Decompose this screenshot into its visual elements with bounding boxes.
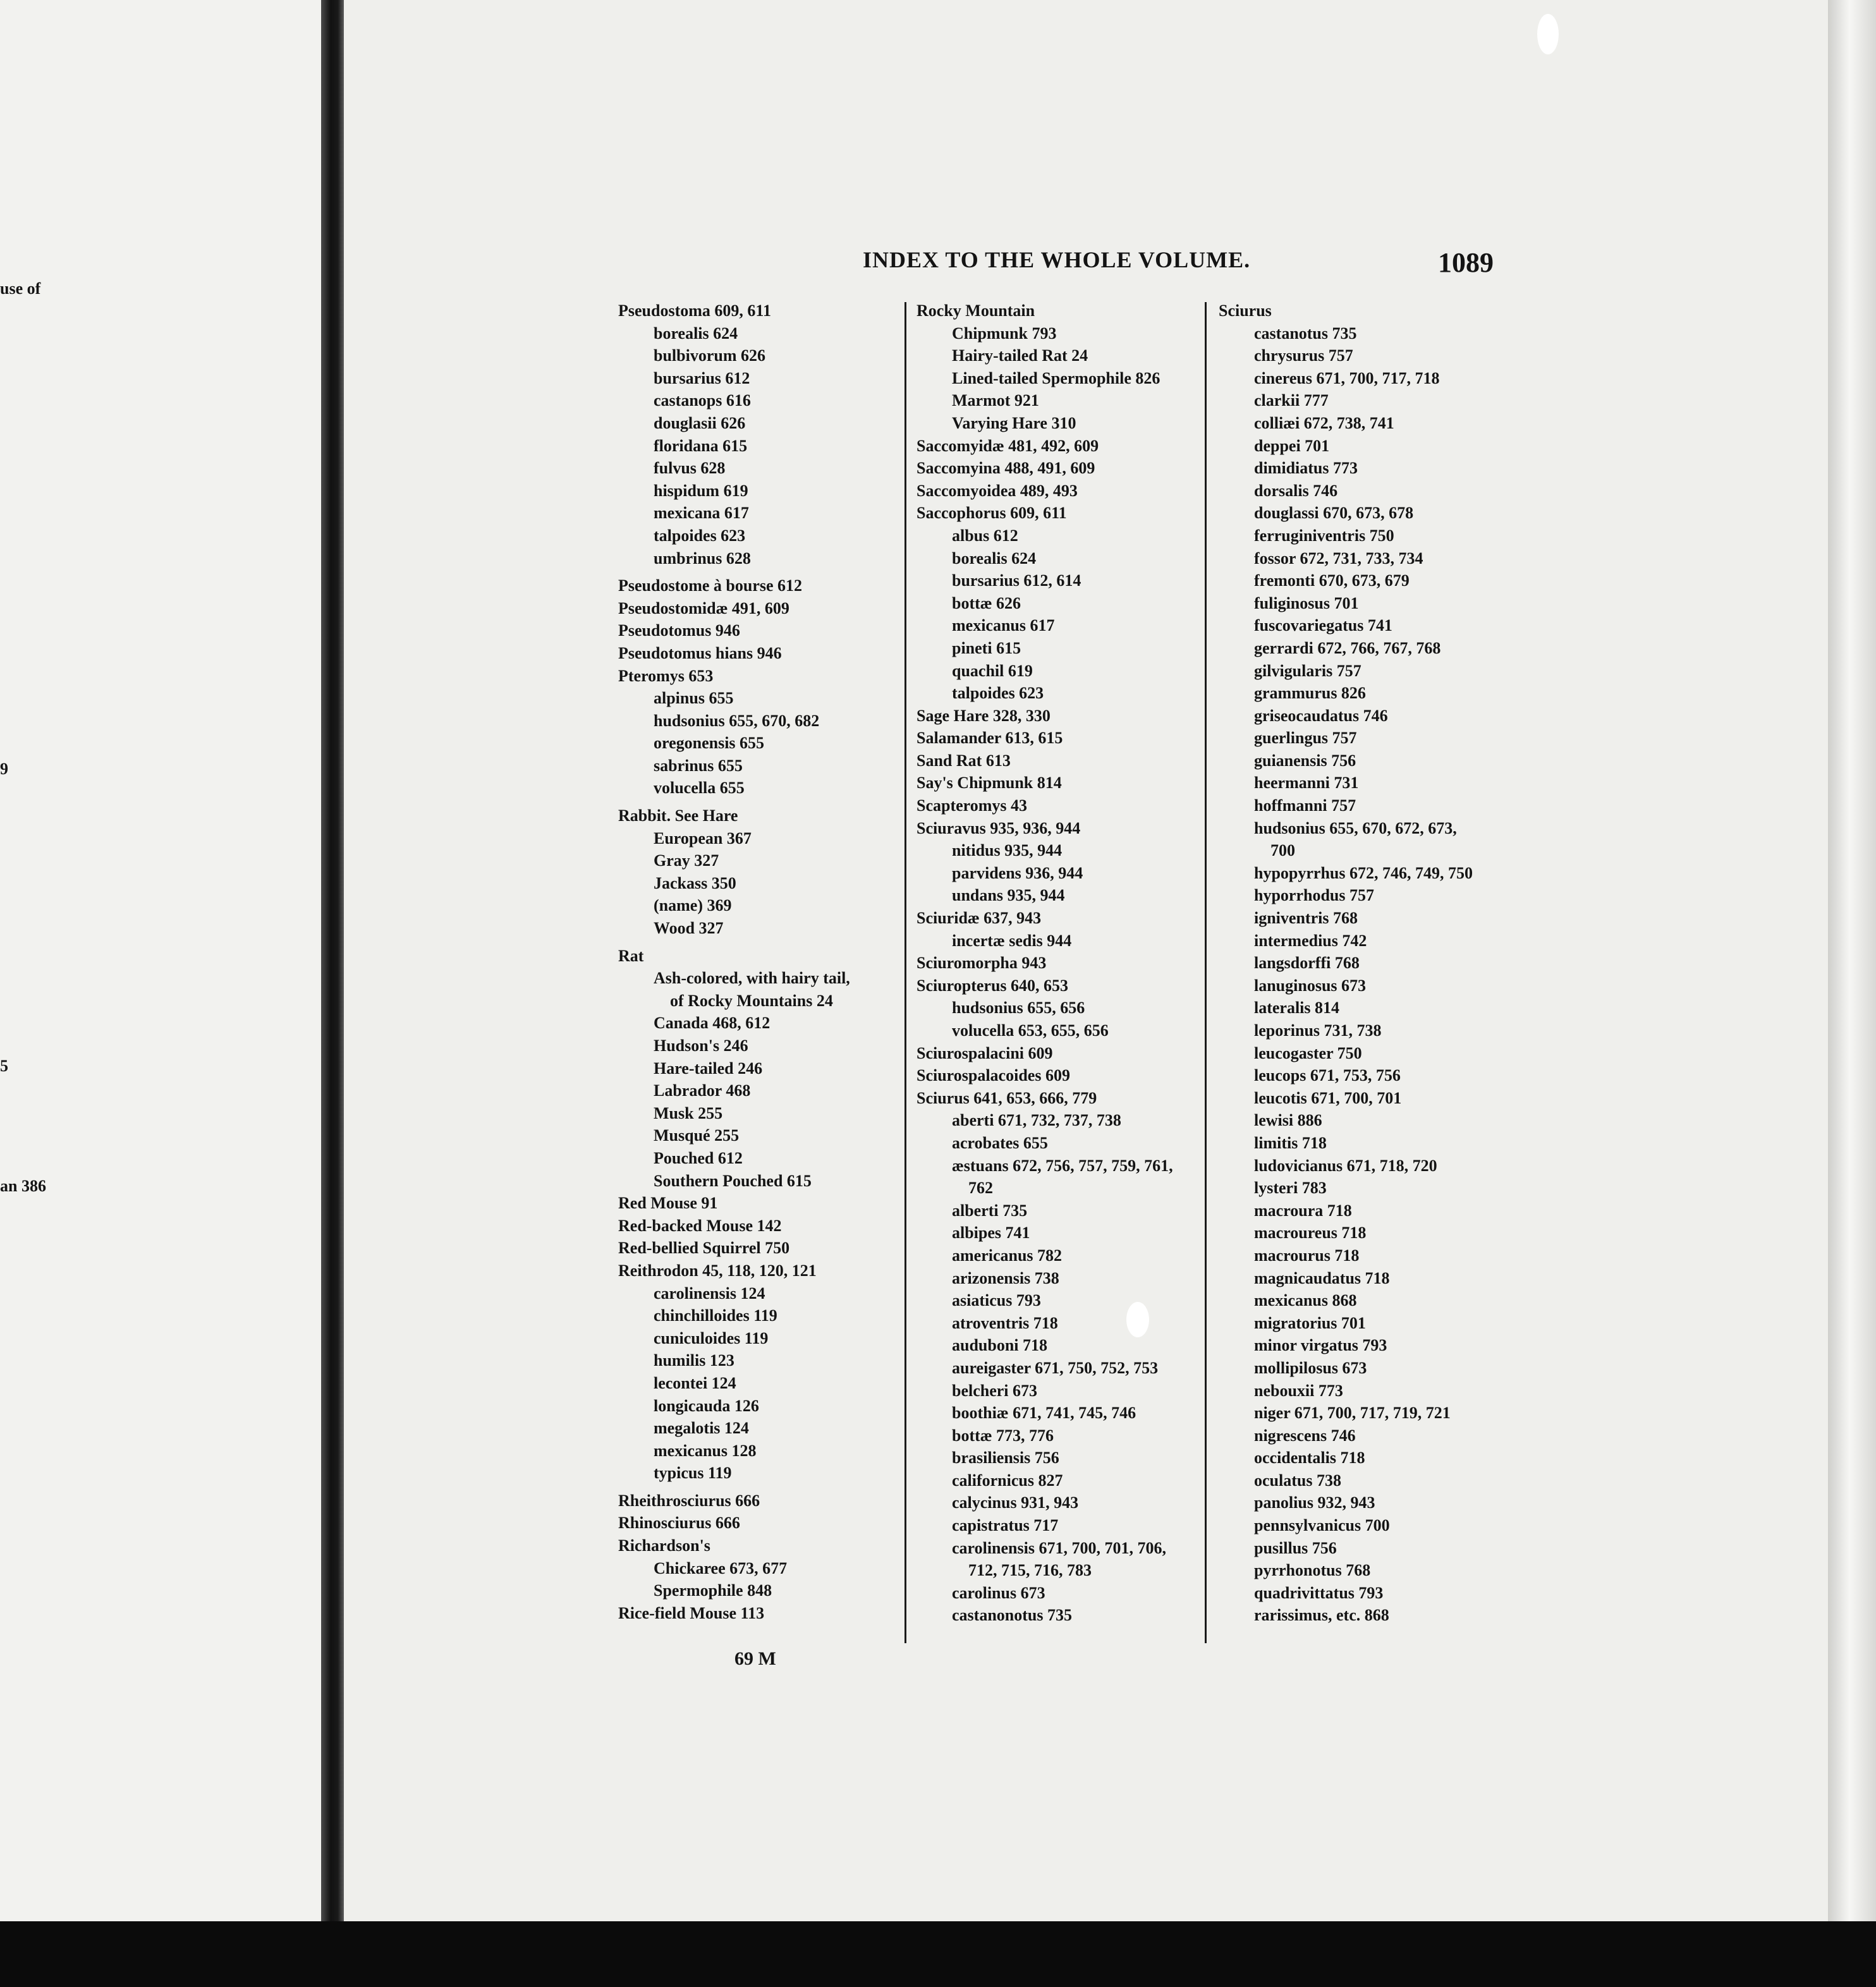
index-entry: Red-backed Mouse 142: [618, 1216, 782, 1235]
index-subentry: Labrador 468: [654, 1081, 751, 1100]
index-subentry: guerlingus 757: [1254, 729, 1357, 748]
index-subentry: lewisi 886: [1254, 1111, 1322, 1130]
index-subentry: humilis 123: [654, 1351, 734, 1370]
index-subentry: fossor 672, 731, 733, 734: [1254, 549, 1423, 568]
index-subentry: acrobates 655: [952, 1133, 1048, 1152]
index-subentry: floridana 615: [654, 436, 748, 455]
index-entry: Pseudostome à bourse 612: [618, 576, 803, 595]
index-subentry: ferruginiventris 750: [1254, 526, 1394, 545]
index-subentry: borealis 624: [952, 549, 1037, 568]
index-subentry: megalotis 124: [654, 1419, 749, 1438]
index-subentry: nebouxii 773: [1254, 1381, 1343, 1400]
index-entry: Sciuravus 935, 936, 944: [917, 818, 1081, 837]
index-entry: Sciurospalacoides 609: [917, 1066, 1070, 1085]
index-subentry: douglasii 626: [654, 413, 746, 432]
index-subentry: hudsonius 655, 670, 682: [654, 711, 820, 730]
index-entry: Sage Hare 328, 330: [917, 706, 1051, 725]
index-subentry: cuniculoides 119: [654, 1328, 769, 1347]
index-subentry: longicauda 126: [654, 1396, 759, 1415]
index-subentry: fuscovariegatus 741: [1254, 616, 1392, 635]
index-subentry: mollipilosus 673: [1254, 1358, 1367, 1377]
index-subentry: leporinus 731, 738: [1254, 1021, 1382, 1040]
index-subentry: rarissimus, etc. 868: [1254, 1606, 1389, 1625]
index-entry: Pteromys 653: [618, 666, 714, 685]
index-subentry: (name) 369: [654, 896, 732, 915]
scan-border: [0, 1921, 1876, 1987]
index-subentry: dimidiatus 773: [1254, 459, 1358, 478]
index-entry: Rhinosciurus 666: [618, 1514, 740, 1533]
index-entry: Pseudostoma 609, 611: [618, 301, 771, 320]
index-subentry: carolinensis 671, 700, 701, 706,: [952, 1538, 1166, 1557]
index-subentry: fuliginosus 701: [1254, 593, 1359, 612]
index-subentry: Chickaree 673, 677: [654, 1559, 788, 1577]
left-page-fragment: an 386: [0, 1177, 46, 1195]
index-subentry: cinereus 671, 700, 717, 718: [1254, 368, 1440, 387]
index-column-3: [1219, 300, 1473, 1627]
index-subentry: Spermophile 848: [654, 1581, 772, 1600]
index-subentry: hispidum 619: [654, 481, 748, 500]
index-entry: Say's Chipmunk 814: [917, 774, 1062, 793]
index-entry: Red Mouse 91: [618, 1194, 718, 1213]
index-subentry: Gray 327: [654, 851, 719, 870]
index-subentry: atroventris 718: [952, 1313, 1058, 1332]
index-subentry: parvidens 936, 944: [952, 863, 1083, 882]
index-subentry: nigrescens 746: [1254, 1426, 1356, 1445]
index-subentry: Hairy-tailed Rat 24: [952, 346, 1088, 365]
index-entry: Sciurospalacini 609: [917, 1043, 1053, 1062]
index-subentry: griseocaudatus 746: [1254, 706, 1388, 725]
index-subentry: dorsalis 746: [1254, 481, 1338, 500]
index-subentry: Musk 255: [654, 1103, 723, 1122]
index-subentry: asiaticus 793: [952, 1291, 1041, 1310]
paper-blemish: [1537, 14, 1559, 54]
index-entry: Sciuropterus 640, 653: [917, 976, 1069, 995]
index-subentry: hudsonius 655, 670, 672, 673,: [1254, 818, 1457, 837]
index-entry: Rabbit. See Hare: [618, 806, 738, 825]
index-subentry: 762: [968, 1179, 993, 1198]
index-subentry: quadrivittatus 793: [1254, 1583, 1384, 1602]
column-rule: [904, 302, 906, 1643]
index-entry: Rat: [618, 946, 644, 965]
index-subentry: volucella 653, 655, 656: [952, 1021, 1109, 1040]
index-subentry: æstuans 672, 756, 757, 759, 761,: [952, 1156, 1173, 1175]
page-number: 1089: [1438, 247, 1494, 278]
index-subentry: niger 671, 700, 717, 719, 721: [1254, 1404, 1451, 1423]
index-subentry: lysteri 783: [1254, 1179, 1327, 1198]
index-subentry: americanus 782: [952, 1246, 1063, 1265]
index-subentry: gilvigularis 757: [1254, 661, 1361, 680]
index-subentry: Ash-colored, with hairy tail,: [654, 969, 850, 988]
index-entry: Rocky Mountain: [917, 301, 1035, 320]
index-subentry: Marmot 921: [952, 391, 1039, 410]
index-subentry: chinchilloides 119: [654, 1306, 777, 1325]
index-subentry: lecontei 124: [654, 1373, 736, 1392]
index-subentry: carolinus 673: [952, 1583, 1045, 1602]
index-subentry: chrysurus 757: [1254, 346, 1353, 365]
index-subentry: albus 612: [952, 526, 1018, 545]
index-entry: Saccomyina 488, 491, 609: [917, 459, 1095, 478]
index-subentry: igniventris 768: [1254, 909, 1358, 928]
left-page-fragment: 9: [0, 760, 8, 778]
index-subentry: 700: [1270, 841, 1295, 860]
index-subentry: sabrinus 655: [654, 756, 743, 775]
index-subentry: brasiliensis 756: [952, 1449, 1059, 1467]
index-subentry: capistratus 717: [952, 1516, 1059, 1535]
index-subentry: colliæi 672, 738, 741: [1254, 413, 1394, 432]
index-subentry: intermedius 742: [1254, 931, 1367, 950]
index-subentry: mexicanus 617: [952, 616, 1055, 635]
index-subentry: hudsonius 655, 656: [952, 999, 1085, 1018]
index-subentry: Wood 327: [654, 919, 724, 938]
index-subentry: Pouched 612: [654, 1148, 743, 1167]
index-entry: Richardson's: [618, 1536, 710, 1555]
index-subentry: bulbivorum 626: [654, 346, 765, 365]
index-subentry: fremonti 670, 673, 679: [1254, 571, 1410, 590]
index-subentry: californicus 827: [952, 1471, 1063, 1490]
column-rule: [1205, 302, 1207, 1643]
index-subentry: castanotus 735: [1254, 324, 1357, 343]
index-subentry: umbrinus 628: [654, 549, 751, 568]
index-subentry: castanops 616: [654, 391, 751, 410]
index-entry: Sand Rat 613: [917, 751, 1011, 770]
index-subentry: boothiæ 671, 741, 745, 746: [952, 1404, 1136, 1423]
index-entry: Sciurus 641, 653, 666, 779: [917, 1088, 1097, 1107]
index-subentry: limitis 718: [1254, 1133, 1327, 1152]
index-subentry: leucotis 671, 700, 701: [1254, 1088, 1402, 1107]
index-subentry: oregonensis 655: [654, 734, 765, 753]
index-subentry: guianensis 756: [1254, 751, 1356, 770]
index-subentry: Jackass 350: [654, 873, 736, 892]
index-subentry: alberti 735: [952, 1201, 1028, 1220]
index-entry: Saccomyoidea 489, 493: [917, 481, 1078, 500]
index-subentry: Southern Pouched 615: [654, 1171, 812, 1190]
index-subentry: typicus 119: [654, 1464, 732, 1483]
index-subentry: gerrardi 672, 766, 767, 768: [1254, 638, 1441, 657]
index-entry: Rice-field Mouse 113: [618, 1603, 765, 1622]
index-subentry: Musqué 255: [654, 1126, 740, 1145]
index-subentry: of Rocky Mountains 24: [670, 991, 833, 1010]
index-entry: Sciuromorpha 943: [917, 954, 1047, 973]
index-subentry: macrourus 718: [1254, 1246, 1360, 1265]
index-subentry: volucella 655: [654, 779, 745, 798]
index-subentry: quachil 619: [952, 661, 1033, 680]
index-entry: Sciuridæ 637, 943: [917, 909, 1042, 928]
index-entry: Saccomyidæ 481, 492, 609: [917, 436, 1099, 455]
index-entry: Rheithrosciurus 666: [618, 1491, 760, 1510]
index-subentry: hyporrhodus 757: [1254, 886, 1374, 905]
left-page-fragment: 5: [0, 1057, 8, 1075]
index-subentry: auduboni 718: [952, 1336, 1048, 1355]
index-subentry: minor virgatus 793: [1254, 1336, 1387, 1355]
index-subentry: castanonotus 735: [952, 1606, 1072, 1625]
index-subentry: bottæ 773, 776: [952, 1426, 1054, 1445]
index-entry: Reithrodon 45, 118, 120, 121: [618, 1261, 817, 1280]
index-subentry: alpinus 655: [654, 689, 734, 708]
index-subentry: Hudson's 246: [654, 1036, 748, 1055]
index-subentry: leucops 671, 753, 756: [1254, 1066, 1401, 1085]
index-subentry: Lined-tailed Spermophile 826: [952, 368, 1160, 387]
index-subentry: Chipmunk 793: [952, 324, 1057, 343]
index-subentry: leucogaster 750: [1254, 1043, 1362, 1062]
index-subentry: heermanni 731: [1254, 774, 1359, 793]
index-subentry: lanuginosus 673: [1254, 976, 1367, 995]
index-subentry: migratorius 701: [1254, 1313, 1366, 1332]
page-edge: [1828, 0, 1876, 1921]
running-head: INDEX TO THE WHOLE VOLUME.: [863, 247, 1251, 272]
index-subentry: lateralis 814: [1254, 999, 1340, 1018]
index-subentry: clarkii 777: [1254, 391, 1329, 410]
index-subentry: pennsylvanicus 700: [1254, 1516, 1390, 1535]
left-page: [0, 0, 324, 1921]
index-subentry: bursarius 612, 614: [952, 571, 1081, 590]
index-subentry: undans 935, 944: [952, 886, 1065, 905]
index-subentry: bursarius 612: [654, 368, 750, 387]
index-entry: Red-bellied Squirrel 750: [618, 1239, 790, 1258]
index-subentry: European 367: [654, 829, 752, 848]
index-subentry: oculatus 738: [1254, 1471, 1341, 1490]
index-column-2: [917, 300, 1173, 1627]
index-subentry: pusillus 756: [1254, 1538, 1337, 1557]
index-subentry: ludovicianus 671, 718, 720: [1254, 1156, 1437, 1175]
index-subentry: talpoides 623: [952, 684, 1044, 703]
index-subentry: douglassi 670, 673, 678: [1254, 504, 1414, 523]
index-subentry: macroureus 718: [1254, 1224, 1367, 1243]
index-subentry: occidentalis 718: [1254, 1449, 1365, 1467]
index-subentry: magnicaudatus 718: [1254, 1268, 1390, 1287]
index-subentry: arizonensis 738: [952, 1268, 1059, 1287]
index-subentry: Canada 468, 612: [654, 1014, 770, 1033]
index-subentry: hypopyrrhus 672, 746, 749, 750: [1254, 863, 1473, 882]
index-subentry: talpoides 623: [654, 526, 746, 545]
index-entry: Pseudotomus 946: [618, 621, 740, 640]
index-subentry: nitidus 935, 944: [952, 841, 1063, 860]
book-spine: [321, 0, 345, 1928]
index-subentry: Hare-tailed 246: [654, 1059, 763, 1078]
index-subentry: macroura 718: [1254, 1201, 1352, 1220]
index-subentry: hoffmanni 757: [1254, 796, 1356, 815]
index-subentry: Varying Hare 310: [952, 413, 1076, 432]
signature-mark: 69 M: [734, 1648, 776, 1669]
index-subentry: incertæ sedis 944: [952, 931, 1072, 950]
index-subentry: mexicana 617: [654, 504, 749, 523]
index-subentry: aureigaster 671, 750, 752, 753: [952, 1358, 1159, 1377]
index-subentry: fulvus 628: [654, 459, 726, 478]
index-subentry: carolinensis 124: [654, 1284, 765, 1303]
index-subentry: langsdorffi 768: [1254, 954, 1360, 973]
index-entry: Salamander 613, 615: [917, 729, 1063, 748]
index-subentry: pineti 615: [952, 638, 1021, 657]
index-subentry: 712, 715, 716, 783: [968, 1561, 1092, 1580]
index-subentry: calycinus 931, 943: [952, 1493, 1079, 1512]
index-subentry: grammurus 826: [1254, 684, 1366, 703]
index-subentry: deppei 701: [1254, 436, 1330, 455]
index-subentry: mexicanus 128: [654, 1441, 757, 1460]
index-subentry: borealis 624: [654, 324, 738, 343]
index-entry: Scapteromys 43: [917, 796, 1028, 815]
index-entry: Pseudotomus hians 946: [618, 643, 782, 662]
index-subentry: mexicanus 868: [1254, 1291, 1357, 1310]
index-subentry: belcheri 673: [952, 1381, 1038, 1400]
index-subentry: albipes 741: [952, 1224, 1030, 1243]
index-subentry: panolius 932, 943: [1254, 1493, 1375, 1512]
index-subentry: bottæ 626: [952, 593, 1021, 612]
index-entry: Saccophorus 609, 611: [917, 504, 1067, 523]
index-entry: Sciurus: [1219, 301, 1272, 320]
index-column-1: [618, 300, 850, 1624]
index-subentry: aberti 671, 732, 737, 738: [952, 1111, 1121, 1130]
index-subentry: pyrrhonotus 768: [1254, 1561, 1371, 1580]
left-page-fragment: use of: [0, 279, 41, 298]
index-entry: Pseudostomidæ 491, 609: [618, 599, 789, 617]
